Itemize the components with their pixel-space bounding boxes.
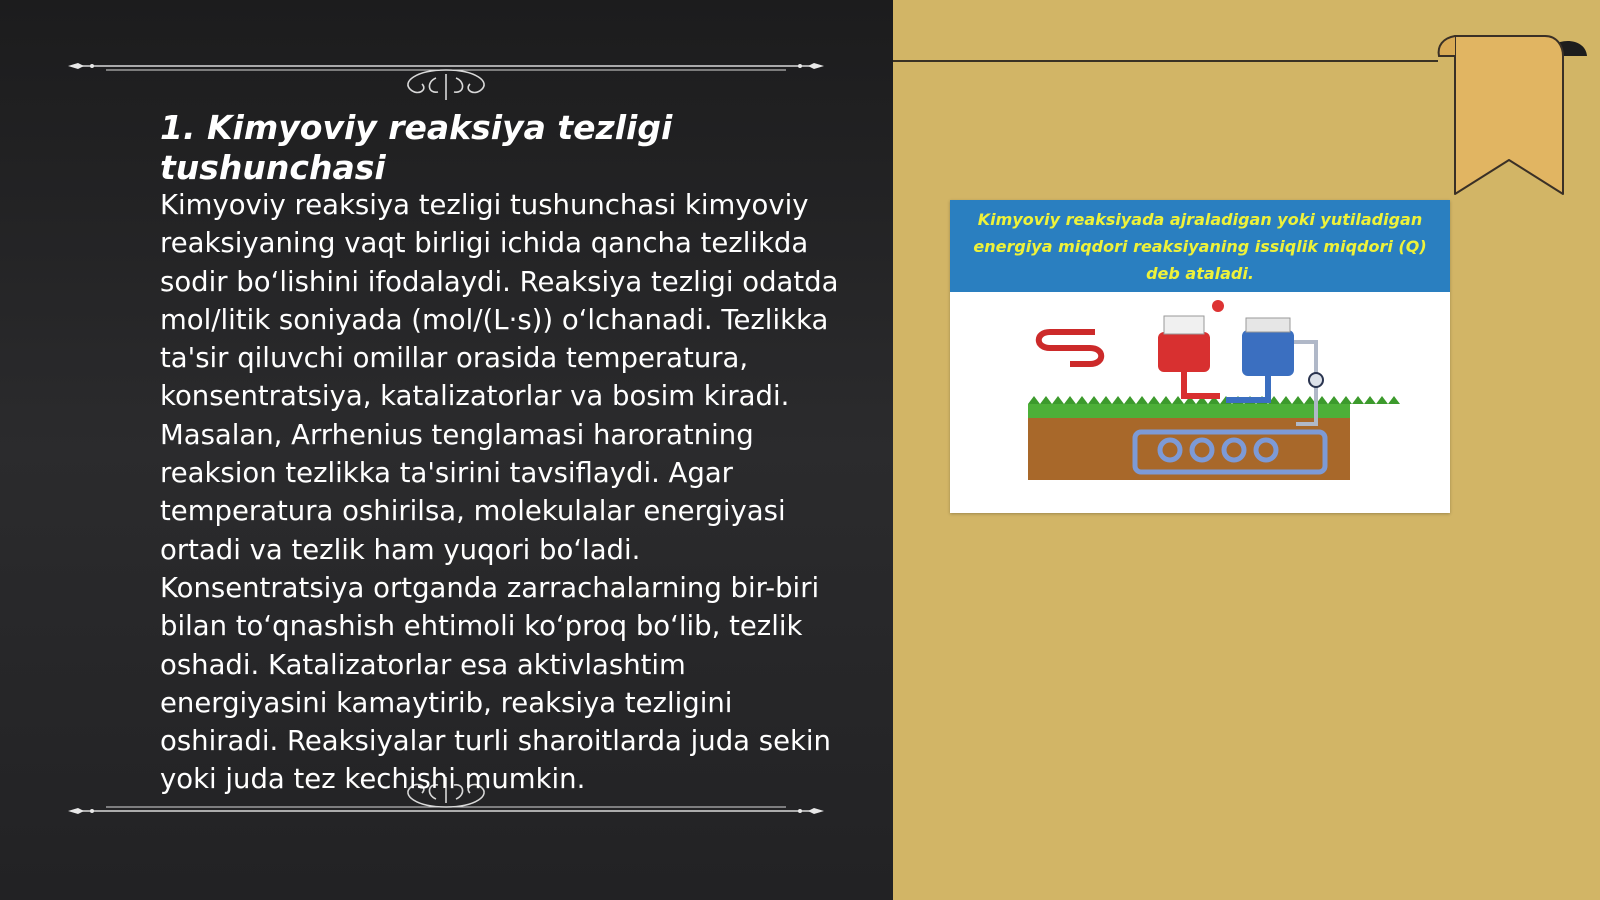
figure-caption: Kimyoviy reaksiyada ajraladigan yoki yutiladigan energiya miqdori reaksiyaning issiqlik miqdori (Q) deb ataladi. <box>950 200 1450 292</box>
heat-diagram-figure <box>950 200 1450 513</box>
header-rule <box>893 60 1438 62</box>
heat-pump-illustration <box>950 292 1450 513</box>
bookmark-ribbon-icon <box>1435 34 1595 199</box>
slide-body-text: Kimyoviy reaksiya tezligi tushunchasi kimyoviy reaksiyaning vaqt birligi ichida qancha tezlikda sodir bo‘lishini ifodalaydi. Reaksiya tezligi odatda mol/litik soniyada (mol/(L·s)) o‘lchanadi. Tezlikka ta'sir qiluvchi omillar orasida temperatura, konsentratsiya, katalizatorlar va bosim kiradi. Masalan, Arrhenius tenglamasi haroratning reaksion tezlikka ta'sirini tavsiflaydi. Agar temperatura oshirilsa, molekulalar energiyasi ortadi va tezlik ham yuqori bo‘ladi. Konsentratsiya ortganda zarrachalarning bir-biri bilan to‘qnashish ehtimoli ko‘proq bo‘lib, tezlik oshadi. Katalizatorlar esa aktivlashtim energiyasini kamaytirib, reaksiya tezligini oshiradi. Reaksiyalar turli sharoitlarda juda sekin yoki juda tez kechishi mumkin. <box>160 189 839 796</box>
top-flourish-divider <box>66 52 826 102</box>
slide-title: 1. Kimyoviy reaksiya tezligi tushunchasi <box>160 108 673 187</box>
